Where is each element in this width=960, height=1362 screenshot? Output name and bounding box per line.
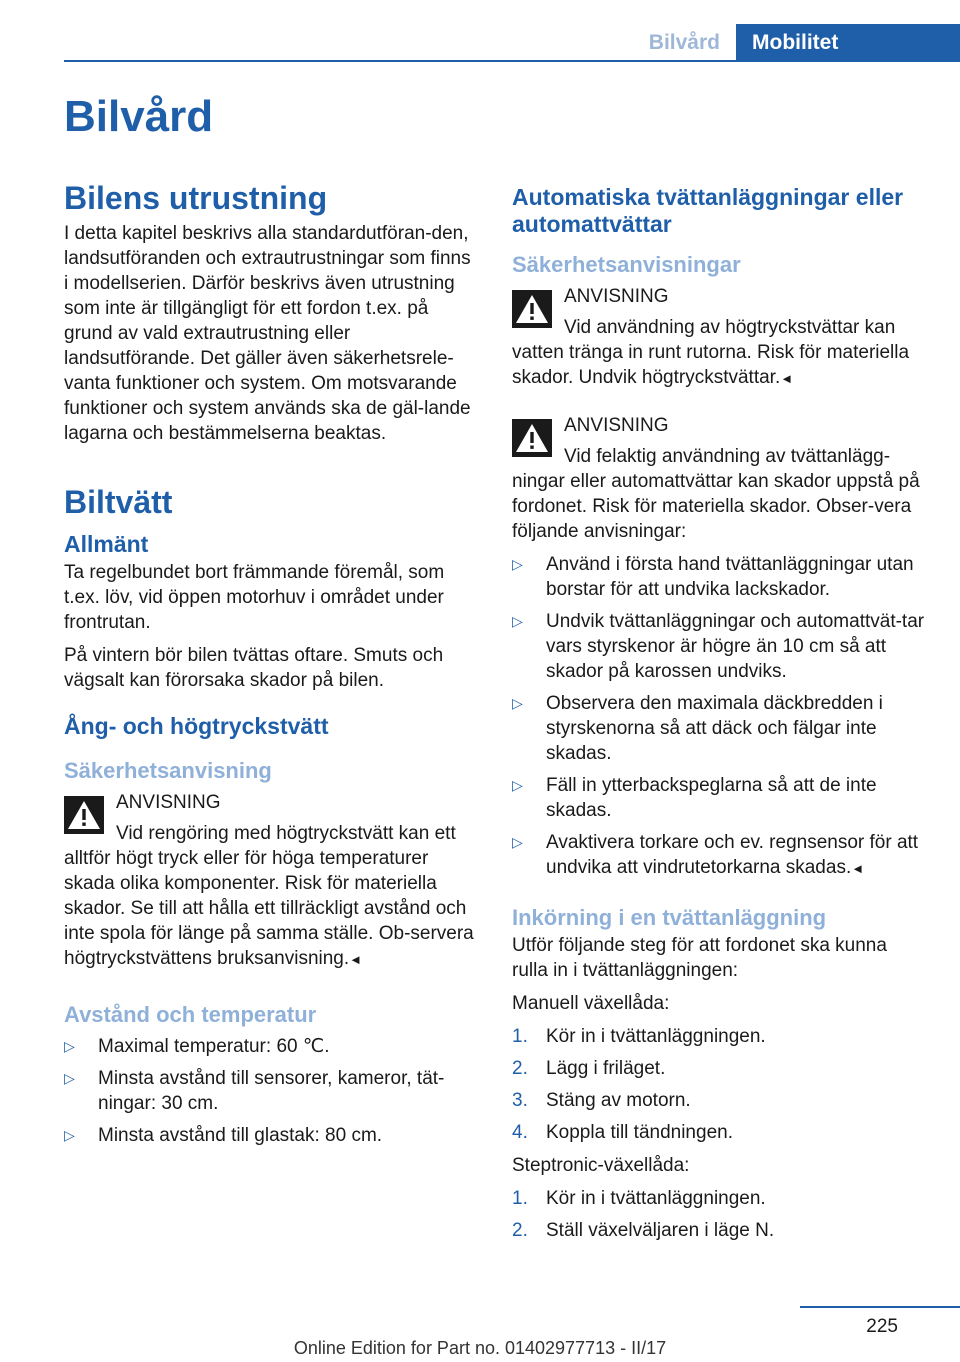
list-item: 2. Lägg i friläget.	[512, 1058, 666, 1079]
label-steptronic: Steptronic-växellåda:	[512, 1155, 690, 1176]
list-item: 3. Stäng av motorn.	[512, 1090, 691, 1111]
list-item: ▷ Avaktivera torkare och ev. regnsensor för att undvika att vindrutetorkarna skadas.◄	[512, 832, 919, 878]
page-title: Bilvård	[64, 92, 214, 141]
list-item: ▷ Fäll in ytterbackspeglarna så att de inte skadas.	[512, 775, 877, 821]
left-column	[64, 180, 480, 1156]
warning-triangle-icon	[64, 796, 104, 834]
distance-list	[64, 1034, 480, 1148]
heading-bilens-utrustning: Bilens utrustning	[64, 180, 328, 216]
footer-edition: Online Edition for Part no. 01402977713 - II/17	[293, 1338, 667, 1358]
list-item: ▷ Minsta avstånd till glastak: 80 cm.	[64, 1125, 383, 1146]
carwash-list	[512, 552, 928, 881]
warning-text: Vid felaktig användning av tvättanlägg-ningar eller automattvättar kan skador uppstå på fordonet. Risk för materiella skador. Obser-vera följande anvisningar:	[512, 446, 920, 542]
end-marker: ◄	[851, 861, 865, 876]
paragraph-general-2: På vintern bör bilen tvättas oftare. Smuts och vägsalt kan förorsaka skador på bilen.	[64, 645, 444, 691]
tab-bilvard[interactable]: Bilvård	[648, 31, 720, 54]
heading-allmant: Allmänt	[64, 531, 149, 557]
warning-block-steam	[64, 790, 480, 972]
right-column	[512, 184, 928, 1251]
steptronic-steps	[512, 1186, 928, 1243]
list-item: ▷ Minsta avstånd till sensorer, kameror, tät-ningar: 30 cm.	[64, 1068, 445, 1114]
heading-sakerhetsanvisning: Säkerhetsanvisning	[64, 758, 272, 783]
warning-block-carwash	[512, 413, 928, 544]
list-item: ▷ Använd i första hand tvättanläggningar utan borstar för att undvika lackskador.	[512, 554, 914, 600]
manual-steps	[512, 1024, 928, 1145]
bullet-icon: ▷	[64, 1070, 75, 1086]
bullet-icon: ▷	[512, 613, 523, 629]
list-item: 4. Koppla till tändningen.	[512, 1122, 733, 1143]
warning-triangle-icon	[512, 419, 552, 457]
paragraph-general-1: Ta regelbundet bort främmande föremål, som t.ex. löv, vid öppen motorhuv i området under frontrutan.	[64, 562, 445, 633]
list-item: 1. Kör in i tvättanläggningen.	[512, 1026, 766, 1047]
heading-inkorning: Inkörning i en tvättanläggning	[512, 905, 827, 930]
warning-text: Vid användning av högtryckstvättar kan vatten tränga in runt rutorna. Risk för materiella skador. Undvik högtryckstvättar.◄	[512, 317, 910, 388]
paragraph-equipment: I detta kapitel beskrivs alla standardutföran-den, landsutföranden och extrautrustningar som finns i modellserien. Därför beskrivs även utrustning som inte är tillgängligt för ett fordon t.ex. på grund av vald extrautrustning eller landsutförande. Det gäller även säkerhetsrele-vanta funktioner och system. Om motsvarande funktioner och system används ska de gäl-lande lagarna och bestämmelserna beaktas.	[64, 223, 471, 444]
list-item: 1. Kör in i tvättanläggningen.	[512, 1188, 766, 1209]
tab-mobilitet[interactable]: Mobilitet	[736, 24, 960, 62]
warning-text: Vid rengöring med högtryckstvätt kan ett alltför högt tryck eller för höga temperaturer skada olika komponenter. Risk för materiella skador. Se till att hålla ett tillräckligt avstånd och inte spola för länge på samma ställe. Ob-servera högtryckstvättens bruksanvisning.◄	[64, 823, 474, 969]
heading-automatiska-tvattanlaggningar: Automatiska tvättanläggningar eller automattvättar	[512, 184, 904, 237]
heading-avstand-temperatur: Avstånd och temperatur	[64, 1002, 317, 1027]
list-item: ▷ Undvik tvättanläggningar och automattvät-tar vars styrskenor är högre än 10 cm så att skador på karossen undviks.	[512, 611, 925, 682]
footer-line	[800, 1306, 960, 1308]
list-item: ▷ Observera den maximala däckbredden i styrskenorna så att däck och fälgar inte skadas.	[512, 693, 883, 764]
bullet-icon: ▷	[64, 1038, 75, 1054]
end-marker: ◄	[780, 371, 794, 386]
page-number: 225	[866, 1316, 898, 1337]
heading-biltvatt: Biltvätt	[64, 484, 173, 520]
warning-title: ANVISNING	[564, 415, 669, 436]
list-item: 2. Ställ växelväljaren i läge N.	[512, 1220, 775, 1241]
bullet-icon: ▷	[512, 777, 523, 793]
bullet-icon: ▷	[512, 556, 523, 572]
heading-ang-hogtryck: Ång- och högtryckstvätt	[64, 713, 329, 739]
bullet-icon: ▷	[64, 1127, 75, 1143]
warning-title: ANVISNING	[116, 792, 221, 813]
bullet-icon: ▷	[512, 834, 523, 850]
list-item: ▷ Maximal temperatur: 60 ℃.	[64, 1036, 330, 1057]
warning-triangle-icon	[512, 290, 552, 328]
warning-block-highpressure	[512, 284, 928, 391]
paragraph-entry: Utför följande steg för att fordonet ska kunna rulla in i tvättanläggningen:	[512, 935, 887, 981]
label-manual-gearbox: Manuell växellåda:	[512, 993, 670, 1014]
heading-sakerhetsanvisningar: Säkerhetsanvisningar	[512, 252, 741, 277]
bullet-icon: ▷	[512, 695, 523, 711]
warning-title: ANVISNING	[564, 286, 669, 307]
end-marker: ◄	[349, 952, 363, 967]
